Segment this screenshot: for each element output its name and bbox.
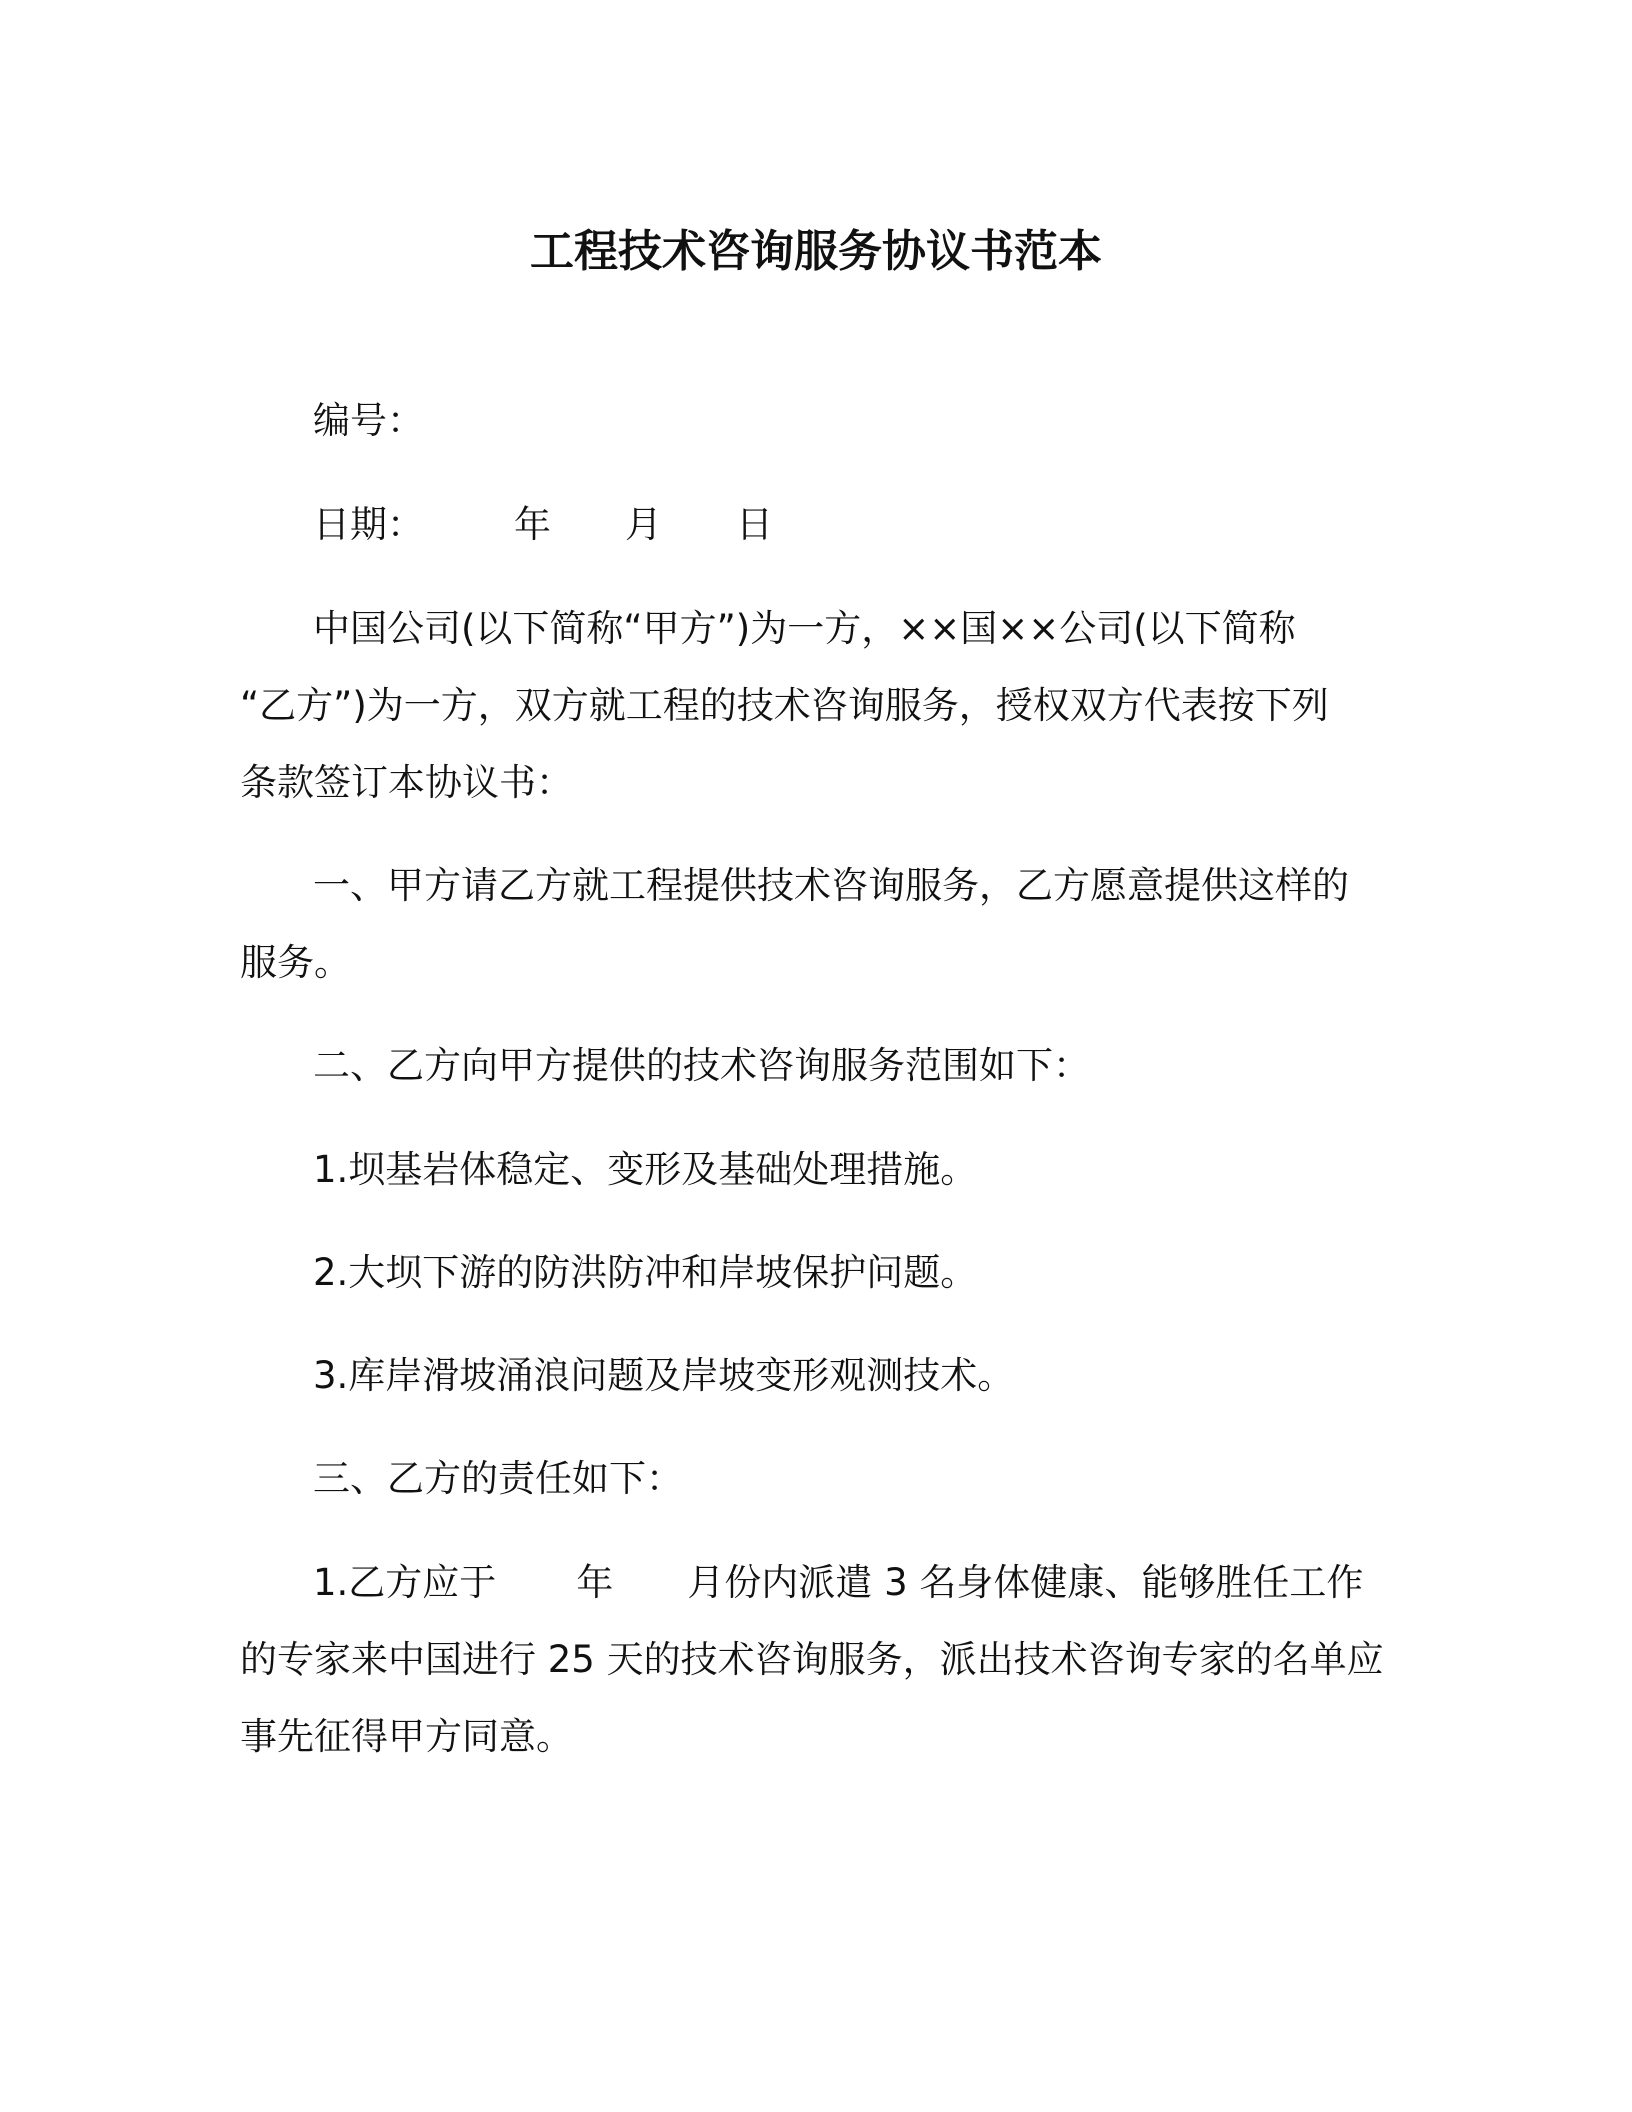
number-label: 编号： — [313, 399, 424, 442]
clause2-item-2: 2.大坝下游的防洪防冲和岸坡保护问题。 — [313, 1251, 978, 1294]
clause2-heading: 二、乙方向甲方提供的技术咨询服务范围如下： — [313, 1044, 1090, 1087]
clause3-heading: 三、乙方的责任如下： — [313, 1457, 683, 1500]
clause2-item-1: 1.坝基岩体稳定、变形及基础处理措施。 — [313, 1148, 978, 1191]
clause3-item1-line-1 — [313, 1558, 1363, 1608]
clause3-item1-year: 年 — [576, 1561, 614, 1604]
date-day: 日 — [736, 503, 773, 546]
date-label: 日期： — [313, 503, 424, 546]
date-line — [313, 500, 773, 550]
clause2-item-3: 3.库岸滑坡涌浪问题及岸坡变形观测技术。 — [313, 1354, 1015, 1397]
clause3-item1-line-3: 事先征得甲方同意。 — [240, 1715, 573, 1758]
clause3-item1-line-2: 的专家来中国进行 25 天的技术咨询服务，派出技术咨询专家的名单应 — [240, 1638, 1384, 1681]
clause3-item1-part-b: 月份内派遣 3 名身体健康、能够胜任工作 — [687, 1561, 1364, 1604]
date-year: 年 — [514, 503, 551, 546]
intro-line-3: 条款签订本协议书： — [240, 761, 573, 804]
intro-line-2: “乙方”)为一方，双方就工程的技术咨询服务，授权双方代表按下列 — [240, 684, 1329, 727]
clause1-line-1: 一、甲方请乙方就工程提供技术咨询服务，乙方愿意提供这样的 — [313, 864, 1349, 907]
date-month: 月 — [625, 503, 662, 546]
clause3-item1-part-a: 1.乙方应于 — [313, 1561, 497, 1604]
clause1-line-2: 服务。 — [240, 941, 351, 984]
document-title: 工程技术咨询服务协议书范本 — [530, 226, 1102, 277]
intro-line-1: 中国公司(以下简称“甲方”)为一方，××国××公司(以下简称 — [313, 607, 1296, 650]
